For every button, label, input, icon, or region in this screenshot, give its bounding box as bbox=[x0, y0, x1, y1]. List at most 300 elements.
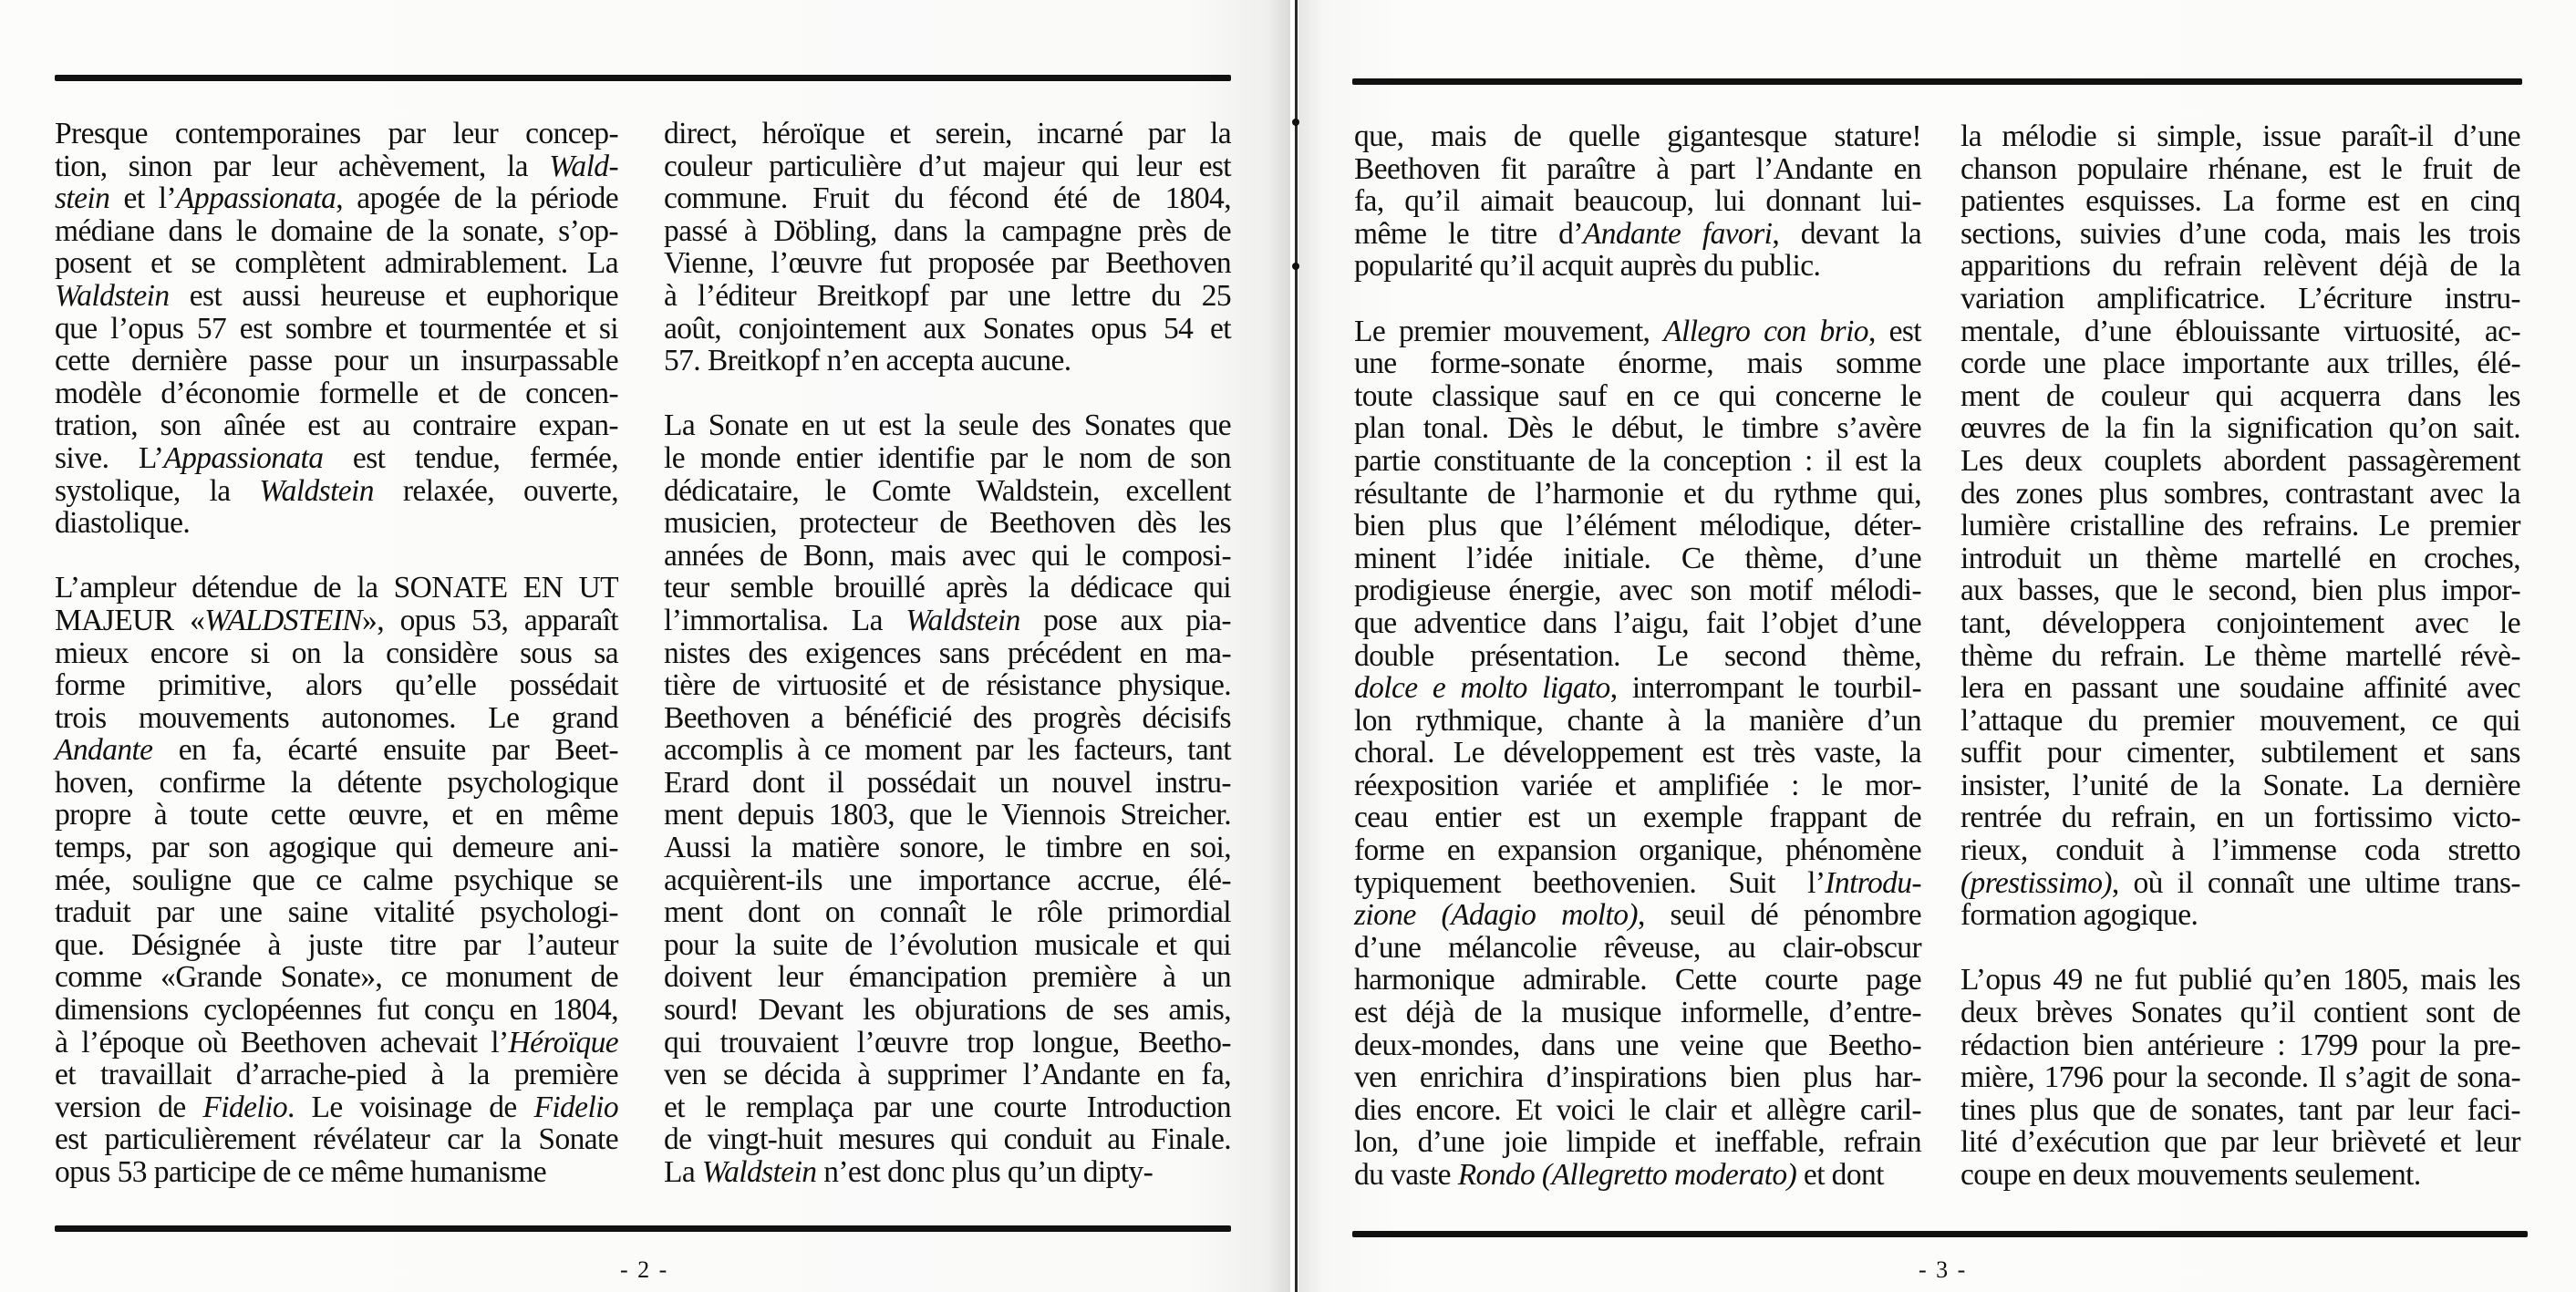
text-column-2 bbox=[664, 118, 1231, 1221]
italic-text: Fidelio bbox=[533, 1090, 619, 1124]
text-run: 57. Breitkopf n’en accepta aucune. bbox=[664, 344, 1071, 378]
text-run: deux-mondes, dans une veine que Beetho- bbox=[1354, 1028, 1921, 1062]
text-run: lité d’exécution que par leur brièveté et leur bbox=[1960, 1125, 2520, 1160]
text-line bbox=[55, 832, 618, 864]
text-line bbox=[1354, 185, 1921, 218]
text-line bbox=[55, 507, 618, 540]
text-line bbox=[55, 1123, 618, 1156]
text-run: deux brèves Sonates qu’il contient sont de bbox=[1960, 996, 2520, 1030]
text-run: tant, développera conjointement avec le bbox=[1960, 605, 2520, 640]
text-line bbox=[1354, 834, 1921, 867]
text-line bbox=[1960, 543, 2520, 575]
text-line bbox=[1354, 640, 1921, 673]
text-line bbox=[1354, 801, 1921, 834]
text-run: même le titre d’ bbox=[1354, 216, 1583, 251]
text-column-4 bbox=[1960, 120, 2520, 1224]
text-line bbox=[1960, 737, 2520, 770]
text-line bbox=[55, 150, 618, 183]
text-run: introduit un thème martellé en croches, bbox=[1960, 541, 2520, 575]
text-column-3 bbox=[1354, 120, 1921, 1224]
text-run: que, mais de quelle gigantesque stature! bbox=[1354, 119, 1921, 153]
text-run: popularité qu’il acquit auprès du public. bbox=[1354, 249, 1821, 284]
text-line bbox=[1354, 510, 1921, 543]
italic-text: Wald- bbox=[549, 149, 618, 183]
italic-text: WALDSTEIN bbox=[204, 603, 363, 637]
text-line bbox=[1354, 932, 1921, 965]
text-run: , où il connaît une ultime trans- bbox=[2111, 865, 2520, 900]
text-line bbox=[664, 572, 1231, 605]
text-run: années de Bonn, mais avec qui le composi- bbox=[664, 538, 1231, 573]
text-run: du vaste bbox=[1354, 1158, 1458, 1192]
text-run: MAJEUR « bbox=[55, 603, 205, 637]
text-run: ment dont on connaît le rôle primordial bbox=[664, 895, 1231, 930]
text-run: musicien, protecteur de Beethoven dès les bbox=[664, 506, 1231, 541]
text-line bbox=[664, 605, 1231, 637]
text-run: Beethoven fit paraître à part l’Andante en bbox=[1354, 151, 1921, 186]
text-run: tration, son aînée est au contraire expan- bbox=[55, 408, 618, 443]
text-line bbox=[1960, 607, 2520, 640]
text-line bbox=[1354, 574, 1921, 607]
italic-text: Waldstein bbox=[259, 473, 374, 508]
text-run: acquièrent-ils une importance accrue, élé- bbox=[664, 863, 1231, 897]
text-run: L’opus 49 ne fut publié qu’en 1805, mais les bbox=[1960, 963, 2520, 997]
text-run: œuvres de la fin la signification qu’on sait. bbox=[1960, 411, 2520, 446]
text-line bbox=[1960, 801, 2520, 834]
text-line bbox=[1960, 412, 2520, 445]
text-run: Aussi la matière sonore, le timbre en soi, bbox=[664, 831, 1231, 865]
text-run: thème du refrain. Le thème martellé révè- bbox=[1960, 638, 2520, 673]
text-run: bien plus que l’élément mélodique, déter- bbox=[1354, 509, 1921, 543]
text-line bbox=[1354, 770, 1921, 802]
text-run: insister, l’unité de la Sonate. La dernière bbox=[1960, 768, 2520, 802]
text-line bbox=[664, 313, 1231, 346]
text-run: , est bbox=[1867, 314, 1921, 348]
paragraph bbox=[664, 118, 1231, 377]
text-line bbox=[664, 896, 1231, 929]
text-run: est tendue, fermée, bbox=[323, 440, 618, 475]
text-run: rentrée du refrain, en un fortissimo victo- bbox=[1960, 801, 2520, 835]
text-line bbox=[664, 409, 1231, 442]
text-run: sections, suivies d’une coda, mais les trois bbox=[1960, 216, 2520, 251]
italic-text: Andante favori bbox=[1582, 216, 1773, 251]
text-run: d’une mélancolie rêveuse, au clair-obscur bbox=[1354, 930, 1921, 965]
text-run: en fa, écarté ensuite par Beet- bbox=[152, 733, 618, 768]
text-run: direct, héroïque et serein, incarné par la bbox=[664, 117, 1231, 150]
text-line bbox=[1960, 834, 2520, 867]
text-line bbox=[55, 118, 618, 150]
text-run: qui trouvaient l’œuvre trop longue, Beetho- bbox=[664, 1025, 1231, 1059]
text-run: modèle d’économie formelle et de concen- bbox=[55, 376, 618, 410]
text-run: résultante de l’harmonie et du rythme qui, bbox=[1354, 476, 1921, 511]
text-line bbox=[664, 442, 1231, 475]
paragraph bbox=[1960, 964, 2520, 1191]
text-run: , seuil dé pénombre bbox=[1637, 898, 1921, 933]
text-line bbox=[55, 896, 618, 929]
text-line bbox=[55, 864, 618, 897]
text-line bbox=[664, 734, 1231, 767]
text-line bbox=[1354, 380, 1921, 413]
text-run: aux basses, que le second, bien plus impor- bbox=[1960, 574, 2520, 608]
text-line bbox=[1960, 997, 2520, 1029]
text-line bbox=[1354, 867, 1921, 900]
text-run: apparitions du refrain relèvent déjà de la bbox=[1960, 249, 2520, 284]
text-line bbox=[1960, 964, 2520, 997]
text-line bbox=[55, 961, 618, 994]
text-line bbox=[1354, 543, 1921, 575]
text-line bbox=[1354, 1126, 1921, 1159]
text-line bbox=[55, 313, 618, 346]
text-line bbox=[664, 345, 1231, 377]
italic-text: Waldstein bbox=[701, 1155, 817, 1189]
paragraph bbox=[55, 118, 618, 540]
text-line bbox=[1354, 218, 1921, 251]
text-run: le monde entier identifie par le nom de son bbox=[664, 440, 1231, 475]
text-run: que l’opus 57 est sombre et tourmentée et si bbox=[55, 311, 618, 346]
text-run: temps, par son agogique qui demeure ani- bbox=[55, 831, 618, 865]
italic-text: (prestissimo) bbox=[1960, 865, 2112, 900]
text-run: chanson populaire rhénane, est le fruit de bbox=[1960, 151, 2520, 186]
text-line bbox=[55, 572, 618, 605]
text-run: diastolique. bbox=[55, 506, 191, 541]
text-run: La Sonate en ut est la seule des Sonates que bbox=[664, 408, 1231, 443]
text-run: lumière cristalline des refrains. Le premier bbox=[1960, 509, 2520, 543]
text-run: ment depuis 1803, que le Viennois Streicher. bbox=[664, 798, 1231, 832]
text-line bbox=[1354, 445, 1921, 478]
text-run: typiquement beethovenien. Suit l’ bbox=[1354, 865, 1826, 900]
text-line bbox=[664, 1123, 1231, 1156]
text-line bbox=[55, 345, 618, 377]
text-line bbox=[664, 182, 1231, 215]
text-line bbox=[1960, 185, 2520, 218]
text-run: version de bbox=[55, 1090, 203, 1124]
page-number-left: - 2 - bbox=[620, 1256, 669, 1283]
italic-text: Introdu- bbox=[1825, 865, 1921, 900]
text-line bbox=[1354, 997, 1921, 1029]
text-run: L’ampleur détendue de la SONATE EN UT bbox=[55, 571, 618, 605]
paragraph bbox=[1354, 315, 1921, 1192]
text-line bbox=[1960, 347, 2520, 380]
text-run: prodigieuse énergie, avec son motif mélodi- bbox=[1354, 574, 1921, 608]
paragraph bbox=[1960, 120, 2520, 932]
text-run: août, conjointement aux Sonates opus 54 et bbox=[664, 311, 1231, 346]
text-run: posent et se complètent admirablement. La bbox=[55, 246, 618, 281]
text-run: dédicataire, le Comte Waldstein, excellent bbox=[664, 473, 1231, 508]
text-run: toute classique sauf en ce qui concerne le bbox=[1354, 378, 1921, 413]
text-line bbox=[1354, 705, 1921, 738]
text-line bbox=[664, 507, 1231, 540]
text-line bbox=[664, 540, 1231, 573]
italic-text: Rondo (Allegretto moderato) bbox=[1457, 1158, 1797, 1192]
text-line bbox=[1960, 510, 2520, 543]
text-run: des zones plus sombres, contrastant avec la bbox=[1960, 476, 2520, 511]
text-line bbox=[1960, 250, 2520, 283]
paragraph bbox=[664, 409, 1231, 1188]
text-run: coupe en deux mouvements seulement. bbox=[1960, 1158, 2421, 1192]
text-run: ceau entier est un exemple frappant de bbox=[1354, 801, 1921, 835]
italic-text: Waldstein bbox=[905, 603, 1020, 637]
text-line bbox=[55, 280, 618, 313]
text-run: une forme-sonate énorme, mais somme bbox=[1354, 346, 1921, 381]
text-line bbox=[55, 637, 618, 670]
text-line bbox=[1960, 705, 2520, 738]
text-run: minent l’idée initiale. Ce thème, d’une bbox=[1354, 541, 1921, 575]
text-line bbox=[664, 961, 1231, 994]
text-run: fa, qu’il aimait beaucoup, lui donnant lui- bbox=[1354, 184, 1921, 219]
text-line bbox=[1354, 1061, 1921, 1094]
text-run: sourd! Devant les objurations de ses amis, bbox=[664, 993, 1231, 1028]
text-line bbox=[1354, 1094, 1921, 1127]
text-run: , apogée de la période bbox=[336, 181, 619, 216]
text-run: de vingt-huit mesures qui conduit au Finale. bbox=[664, 1122, 1231, 1157]
text-run: n’est donc plus qu’un dipty- bbox=[816, 1155, 1154, 1189]
text-line bbox=[55, 734, 618, 767]
text-line bbox=[664, 280, 1231, 313]
text-run: opus 53 participe de ce même humanisme bbox=[55, 1155, 547, 1189]
text-run: dies encore. Et voici le clair et allègre caril- bbox=[1354, 1092, 1921, 1127]
fold-crease bbox=[1295, 0, 1298, 1292]
text-run: partie constituante de la conception : il est la bbox=[1354, 443, 1921, 478]
italic-text: dolce e molto ligato bbox=[1354, 671, 1610, 706]
text-run: comme «Grande Sonate», ce monument de bbox=[55, 960, 618, 995]
text-run: », opus 53, apparaît bbox=[362, 603, 618, 637]
text-line bbox=[1354, 347, 1921, 380]
text-line bbox=[664, 475, 1231, 508]
text-run: commune. Fruit du fécond été de 1804, bbox=[664, 181, 1231, 216]
text-line bbox=[1960, 770, 2520, 802]
text-run: teur semble brouillé après la dédicace qui bbox=[664, 571, 1231, 605]
text-line bbox=[55, 929, 618, 962]
top-rule-left bbox=[55, 75, 1231, 81]
text-run: formation agogique. bbox=[1960, 898, 2198, 933]
text-run: trois mouvements autonomes. Le grand bbox=[55, 700, 618, 735]
text-run: que adventice dans l’aigu, fait l’objet d’une bbox=[1354, 605, 1921, 640]
text-line bbox=[664, 799, 1231, 832]
text-run: réexposition variée et amplifiée : le mor- bbox=[1354, 768, 1921, 802]
text-line bbox=[664, 1156, 1231, 1189]
text-line bbox=[1354, 737, 1921, 770]
text-line bbox=[1354, 607, 1921, 640]
text-run: que. Désignée à juste titre par l’auteur bbox=[55, 927, 618, 962]
text-line bbox=[1960, 1126, 2520, 1159]
text-run: Beethoven a bénéficié des progrès décisifs bbox=[664, 700, 1231, 735]
italic-text: Fidelio bbox=[202, 1090, 287, 1124]
text-run: est particulièrement révélateur car la Sonate bbox=[55, 1122, 618, 1157]
italic-text: Appassionata bbox=[176, 181, 336, 216]
text-line bbox=[1960, 899, 2520, 932]
text-run: forme primitive, alors qu’elle possédait bbox=[55, 668, 618, 703]
text-run: variation amplificatrice. L’écriture instru- bbox=[1960, 281, 2520, 315]
text-line bbox=[55, 409, 618, 442]
text-run: et le remplaça par une courte Introduction bbox=[664, 1090, 1231, 1124]
text-line bbox=[1960, 574, 2520, 607]
text-run: relaxée, ouverte, bbox=[373, 473, 618, 508]
text-line bbox=[1354, 120, 1921, 153]
text-run: à l’éditeur Breitkopf par une lettre du 25 bbox=[664, 278, 1231, 313]
text-line bbox=[1960, 640, 2520, 673]
text-run: tines plus que de sonates, tant par leur faci- bbox=[1960, 1092, 2520, 1127]
text-run: lera en passant une soudaine affinité avec bbox=[1960, 671, 2520, 706]
text-line bbox=[1354, 672, 1921, 705]
text-run: corde une place importante aux trilles, élé- bbox=[1960, 346, 2520, 381]
text-run: forme en expansion organique, phénomène bbox=[1354, 833, 1921, 868]
text-run: suffit pour cimenter, subtilement et sans bbox=[1960, 736, 2520, 770]
text-run: pose aux pia- bbox=[1019, 603, 1231, 637]
text-line bbox=[1960, 120, 2520, 153]
text-line bbox=[55, 1059, 618, 1091]
text-line bbox=[1960, 1159, 2520, 1192]
text-line bbox=[55, 442, 618, 475]
text-line bbox=[55, 475, 618, 508]
text-run: propre à toute cette œuvre, et en même bbox=[55, 798, 618, 832]
text-line bbox=[55, 377, 618, 410]
text-line bbox=[1960, 867, 2520, 900]
text-line bbox=[1960, 283, 2520, 315]
text-line bbox=[1960, 478, 2520, 511]
text-line bbox=[55, 1027, 618, 1059]
paragraph bbox=[55, 572, 618, 1188]
text-line bbox=[664, 247, 1231, 280]
text-run: choral. Le développement est très vaste, la bbox=[1354, 736, 1921, 770]
text-line bbox=[55, 1156, 618, 1189]
text-line bbox=[664, 215, 1231, 248]
text-run: dimensions cyclopéennes fut conçu en 1804, bbox=[55, 993, 618, 1028]
paragraph bbox=[1354, 120, 1921, 283]
text-line bbox=[664, 702, 1231, 735]
text-line bbox=[1354, 1029, 1921, 1062]
text-line bbox=[664, 1059, 1231, 1091]
text-run: tion, sinon par leur achèvement, la bbox=[55, 149, 550, 183]
text-run: Le premier mouvement, bbox=[1354, 314, 1664, 348]
text-run: , devant la bbox=[1772, 216, 1922, 251]
text-line bbox=[1354, 899, 1921, 932]
text-run: mieux encore si on la considère sous sa bbox=[55, 636, 618, 670]
text-line bbox=[1354, 315, 1921, 348]
text-run: mée, souligne que ce calme psychique se bbox=[55, 863, 618, 897]
text-line bbox=[1960, 1094, 2520, 1127]
text-run: rédaction bien antérieure : 1799 pour la pre- bbox=[1960, 1028, 2520, 1062]
text-run: . Le voisinage de bbox=[286, 1090, 534, 1124]
text-line bbox=[55, 669, 618, 702]
text-line bbox=[664, 767, 1231, 800]
italic-text: Allegro con brio bbox=[1663, 314, 1868, 348]
text-line bbox=[664, 832, 1231, 864]
text-run: couleur particulière d’ut majeur qui leur est bbox=[664, 149, 1231, 183]
text-run: mière, 1796 pour la seconde. Il s’agit de sona- bbox=[1960, 1060, 2520, 1095]
text-run: La bbox=[664, 1155, 702, 1189]
text-run: tière de virtuosité et de résistance physique. bbox=[664, 668, 1231, 703]
text-line bbox=[55, 247, 618, 280]
text-run: hoven, confirme la détente psychologique bbox=[55, 765, 618, 800]
text-line bbox=[1960, 380, 2520, 413]
text-run: pour la suite de l’évolution musicale et qui bbox=[664, 927, 1231, 962]
text-line bbox=[664, 929, 1231, 962]
italic-text: Waldstein bbox=[55, 278, 170, 313]
italic-text: Appassionata bbox=[163, 440, 324, 475]
page-number-right: - 3 - bbox=[1919, 1256, 1968, 1283]
text-run: Presque contemporaines par leur concep- bbox=[55, 117, 618, 150]
italic-text: zione (Adagio molto) bbox=[1354, 898, 1638, 933]
text-line bbox=[55, 702, 618, 735]
staple-icon bbox=[1292, 263, 1299, 270]
text-line bbox=[664, 669, 1231, 702]
text-line bbox=[1960, 218, 2520, 251]
bottom-rule-right bbox=[1352, 1231, 2528, 1237]
text-line bbox=[1960, 315, 2520, 348]
bottom-rule-left bbox=[55, 1225, 1231, 1232]
text-line bbox=[55, 767, 618, 800]
text-run: cette dernière passe pour un insurpassable bbox=[55, 344, 618, 378]
text-run: nistes des exigences sans précédent en ma- bbox=[664, 636, 1231, 670]
text-line bbox=[1960, 1029, 2520, 1062]
text-line bbox=[1354, 412, 1921, 445]
text-run: lon, d’une joie limpide et ineffable, refrain bbox=[1354, 1125, 1921, 1160]
text-line bbox=[55, 994, 618, 1027]
text-run: Vienne, l’œuvre fut proposée par Beethoven bbox=[664, 246, 1231, 281]
text-run: Les deux couplets abordent passagèrement bbox=[1960, 443, 2520, 478]
staple-icon bbox=[1292, 119, 1299, 126]
text-run: l’attaque du premier mouvement, ce qui bbox=[1960, 703, 2520, 738]
text-line bbox=[664, 118, 1231, 150]
text-run: lon rythmique, chante à la manière d’un bbox=[1354, 703, 1921, 738]
text-line bbox=[1960, 1061, 2520, 1094]
italic-text: Andante bbox=[55, 733, 153, 768]
text-run: l’immortalisa. La bbox=[664, 603, 906, 637]
text-run: ment de couleur qui acquerra dans les bbox=[1960, 378, 2520, 413]
text-run: rieux, conduit à l’immense coda stretto bbox=[1960, 833, 2520, 868]
text-run: , interrompant le tourbil- bbox=[1609, 671, 1921, 706]
text-run: passé à Döbling, dans la campagne près de bbox=[664, 213, 1231, 248]
text-run: et travaillait d’arrache-pied à la première bbox=[55, 1058, 618, 1092]
text-line bbox=[55, 215, 618, 248]
text-line bbox=[664, 994, 1231, 1027]
text-run: doivent leur émancipation première à un bbox=[664, 960, 1231, 995]
text-run: et l’ bbox=[109, 181, 177, 216]
text-run: est aussi heureuse et euphorique bbox=[169, 278, 618, 313]
text-run: ven enrichira d’inspirations bien plus har- bbox=[1354, 1060, 1921, 1095]
text-line bbox=[1354, 250, 1921, 283]
text-run: ven se décida à supprimer l’Andante en fa, bbox=[664, 1058, 1231, 1092]
text-run: est déjà de la musique informelle, d’entre- bbox=[1354, 996, 1921, 1030]
text-run: sive. L’ bbox=[55, 440, 164, 475]
text-run: à l’époque où Beethoven achevait l’ bbox=[55, 1025, 509, 1059]
text-run: double présentation. Le second thème, bbox=[1354, 638, 1921, 673]
italic-text: Héroïque bbox=[508, 1025, 618, 1059]
text-run: harmonique admirable. Cette courte page bbox=[1354, 963, 1921, 997]
text-line bbox=[1960, 672, 2520, 705]
text-line bbox=[55, 605, 618, 637]
text-line bbox=[1960, 445, 2520, 478]
text-line bbox=[664, 1027, 1231, 1059]
text-line bbox=[55, 1091, 618, 1124]
text-run: traduit par une saine vitalité psychologi- bbox=[55, 895, 618, 930]
text-line bbox=[55, 799, 618, 832]
text-line bbox=[1354, 153, 1921, 186]
text-run: mentale, d’une éblouissante virtuosité, ac- bbox=[1960, 314, 2520, 348]
text-line bbox=[664, 150, 1231, 183]
text-run: Erard dont il possédait un nouvel instru- bbox=[664, 765, 1231, 800]
text-line bbox=[1354, 478, 1921, 511]
italic-text: stein bbox=[55, 181, 110, 216]
text-line bbox=[664, 1091, 1231, 1124]
text-line bbox=[664, 864, 1231, 897]
text-run: systolique, la bbox=[55, 473, 260, 508]
text-run: la mélodie si simple, issue paraît-il d’une bbox=[1960, 119, 2520, 153]
top-rule-right bbox=[1352, 78, 2522, 85]
text-line bbox=[55, 182, 618, 215]
text-run: et dont bbox=[1796, 1158, 1884, 1192]
text-line bbox=[1354, 1159, 1921, 1192]
text-run: accomplis à ce moment par les facteurs, tant bbox=[664, 733, 1231, 768]
